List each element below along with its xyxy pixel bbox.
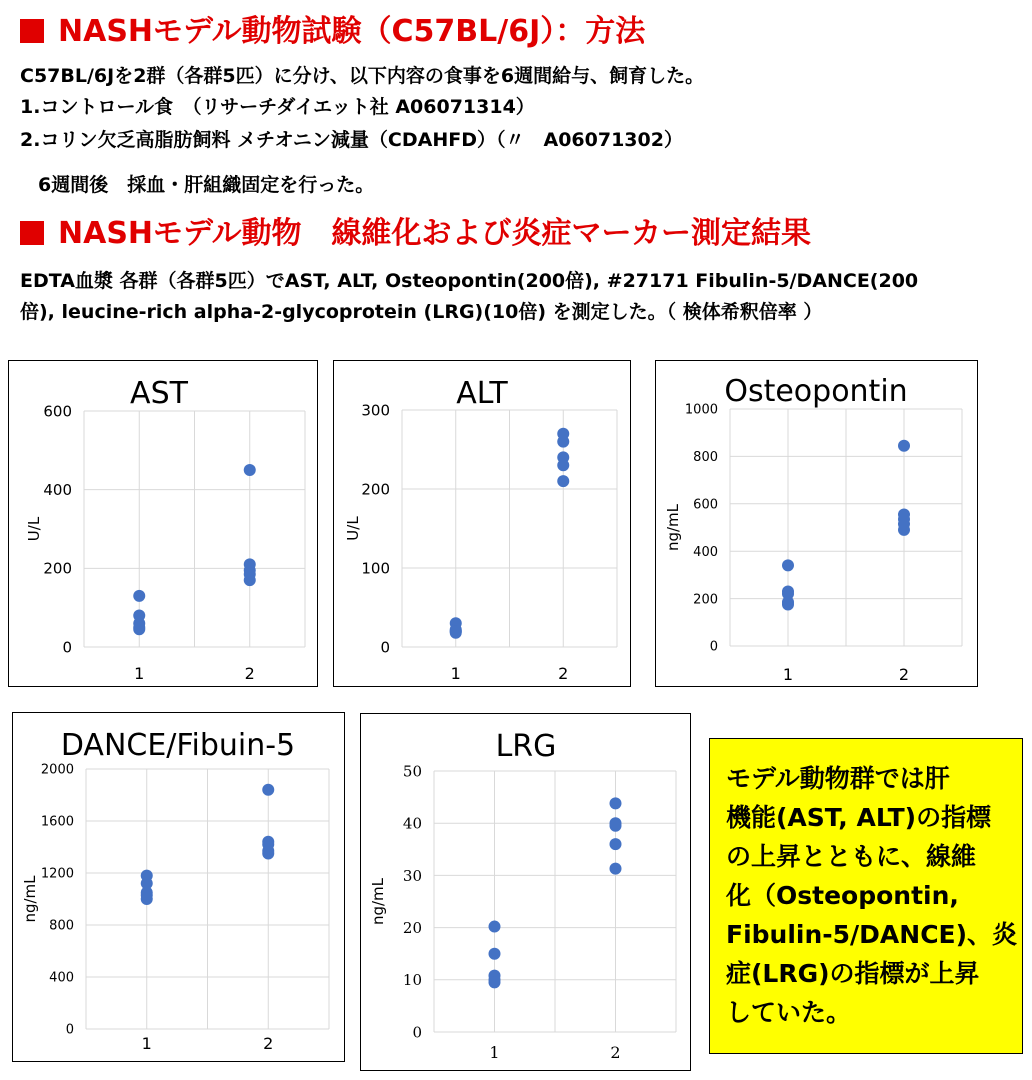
data-point xyxy=(557,436,569,448)
x-category-label: 1 xyxy=(450,664,461,683)
data-point xyxy=(244,574,256,586)
x-category-label: 1 xyxy=(782,665,794,684)
y-tick-label: 50 xyxy=(402,762,422,781)
y-tick-label: 10 xyxy=(402,971,422,990)
conclusion-line: 機能(AST, ALT)の指標 xyxy=(726,803,992,832)
x-category-label: 2 xyxy=(558,664,569,683)
chart-panel-dance xyxy=(12,712,345,1062)
y-tick-label: 800 xyxy=(49,918,74,934)
x-category-label: 1 xyxy=(141,1034,152,1053)
y-tick-label: 30 xyxy=(402,866,422,885)
y-tick-label: 0 xyxy=(65,1022,74,1038)
chart-lrg xyxy=(361,714,690,1070)
y-axis-label: ng/mL xyxy=(664,503,682,552)
conclusion-line: Fibulin-5/DANCE)、炎 xyxy=(726,920,1018,949)
y-tick-label: 1600 xyxy=(40,814,74,830)
y-axis-label: U/L xyxy=(344,516,362,541)
data-point xyxy=(133,590,145,602)
results-line: EDTA血漿 各群（各群5匹）でAST, ALT, Osteopontin(200倍), #27171 Fibulin-5/DANCE(200 xyxy=(20,270,919,292)
y-tick-label: 0 xyxy=(380,638,390,657)
data-point xyxy=(489,948,501,960)
conclusion-line: していた。 xyxy=(726,998,852,1027)
method-heading xyxy=(20,14,645,50)
data-point xyxy=(557,459,569,471)
chart-title: Osteopontin xyxy=(724,374,908,409)
y-tick-label: 400 xyxy=(693,544,718,560)
red-square-icon xyxy=(20,19,44,43)
chart-panel-ast xyxy=(8,360,318,687)
data-point xyxy=(610,820,622,832)
method-line: 1.コントロール食 （リサーチダイエット社 A06071314） xyxy=(20,96,535,118)
x-category-label: 2 xyxy=(263,1034,274,1053)
y-tick-label: 1200 xyxy=(40,866,74,882)
y-tick-label: 1000 xyxy=(684,402,718,418)
conclusion-box xyxy=(709,738,1023,1054)
y-tick-label: 300 xyxy=(361,401,390,420)
results-heading xyxy=(20,216,811,252)
x-category-label: 2 xyxy=(610,1043,621,1062)
chart-title: ALT xyxy=(456,376,508,411)
y-tick-label: 0 xyxy=(412,1023,422,1042)
data-point xyxy=(133,623,145,635)
x-category-label: 1 xyxy=(489,1043,500,1062)
method-line: C57BL/6Jを2群（各群5匹）に分け、以下内容の食事を6週間給与、飼育した。 xyxy=(20,65,705,87)
conclusion-line: モデル動物群では肝 xyxy=(726,764,950,793)
y-tick-label: 200 xyxy=(43,559,72,578)
y-tick-label: 20 xyxy=(402,919,422,937)
data-point xyxy=(898,440,910,452)
y-axis-label: ng/mL xyxy=(21,875,39,923)
results-line: 倍), leucine-rich alpha-2-glycoprotein (LRG)(10倍) を測定した。（ 検体希釈倍率 ） xyxy=(20,301,823,323)
results-title: NASHモデル動物 線維化および炎症マーカー測定結果 xyxy=(58,216,811,251)
x-category-label: 2 xyxy=(898,665,910,684)
conclusion-line: 症(LRG)の指標が上昇 xyxy=(726,959,980,988)
chart-title: AST xyxy=(130,376,188,411)
red-square-icon xyxy=(20,221,44,245)
y-tick-label: 200 xyxy=(693,592,718,608)
data-point xyxy=(262,784,274,796)
data-point xyxy=(610,838,622,850)
data-point xyxy=(557,475,569,487)
y-axis-label: U/L xyxy=(25,516,43,542)
x-category-label: 1 xyxy=(134,664,145,683)
chart-alt xyxy=(334,361,630,686)
conclusion-line: 化（Osteopontin, xyxy=(726,881,959,910)
chart-panel-lrg xyxy=(360,713,691,1071)
data-point xyxy=(782,599,794,611)
data-point xyxy=(898,524,910,536)
chart-title: LRG xyxy=(495,729,557,764)
y-tick-label: 2000 xyxy=(40,762,74,778)
y-tick-label: 200 xyxy=(361,480,390,499)
data-point xyxy=(244,464,256,476)
y-tick-label: 400 xyxy=(49,970,74,986)
data-point xyxy=(450,627,462,639)
data-point xyxy=(610,863,622,875)
chart-panel-osteopontin xyxy=(655,360,978,687)
y-tick-label: 400 xyxy=(43,481,72,500)
y-tick-label: 800 xyxy=(693,450,718,466)
data-point xyxy=(489,921,501,933)
chart-osteopontin xyxy=(656,361,977,686)
chart-dance xyxy=(13,713,344,1061)
y-tick-label: 40 xyxy=(402,814,422,833)
x-category-label: 2 xyxy=(244,664,255,683)
data-point xyxy=(489,976,501,988)
method-line: 2.コリン欠乏高脂肪飼料 メチオニン減量（CDAHFD）（〃 A06071302） xyxy=(20,129,683,151)
chart-panel-alt xyxy=(333,360,631,687)
chart-title: DANCE/Fibuin-5 xyxy=(60,728,296,763)
chart-ast xyxy=(9,361,317,686)
y-tick-label: 600 xyxy=(693,497,718,513)
y-tick-label: 0 xyxy=(62,638,72,657)
y-tick-label: 100 xyxy=(361,559,390,578)
method-line: 6週間後 採血・肝組織固定を行った。 xyxy=(38,174,375,196)
data-point xyxy=(782,559,794,571)
y-tick-label: 0 xyxy=(709,639,718,655)
conclusion-line: の上昇とともに、線維 xyxy=(726,842,977,871)
data-point xyxy=(610,797,622,809)
data-point xyxy=(141,893,153,905)
data-point xyxy=(262,848,274,860)
y-tick-label: 600 xyxy=(43,402,72,421)
method-title: NASHモデル動物試験（C57BL/6J）：方法 xyxy=(58,14,646,49)
y-axis-label: ng/mL xyxy=(369,877,387,926)
